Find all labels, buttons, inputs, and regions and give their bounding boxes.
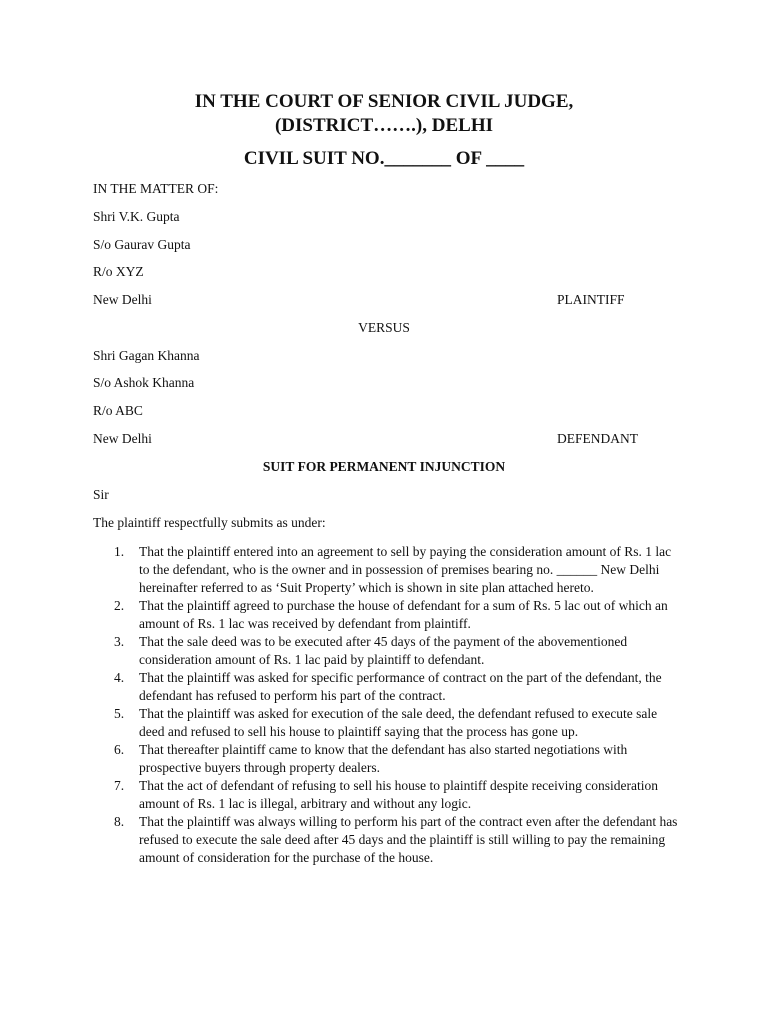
list-item — [93, 705, 683, 741]
suit-title: SUIT FOR PERMANENT INJUNCTION — [262, 459, 506, 474]
list-item — [93, 543, 683, 597]
plaintiff-role: PLAINTIFF — [557, 292, 625, 307]
plaintiff-name: Shri V.K. Gupta — [93, 209, 180, 224]
suit-number-heading: CIVIL SUIT NO._______ OF ____ — [243, 148, 525, 169]
point-text: That the plaintiff was always willing to perform his part of the contract even after the defendant has refused to execute the sale deed after 45 days and the plaintiff is still willing to pay the remaining amount of consideration for the purchase of the house. — [139, 814, 678, 865]
point-text: That the plaintiff agreed to purchase the house of defendant for a sum of Rs. 5 lac out of which an amount of Rs. 1 lac was received by defendant from plaintiff. — [139, 598, 668, 631]
list-item — [93, 741, 683, 777]
matter-label: IN THE MATTER OF: — [93, 181, 219, 196]
plaintiff-residence: R/o XYZ — [93, 264, 144, 279]
point-number: 5. — [114, 706, 125, 721]
plaintiff-city: New Delhi — [93, 292, 152, 307]
district-heading: (DISTRICT…….), DELHI — [274, 115, 493, 136]
point-text: That the plaintiff was asked for execution of the sale deed, the defendant refused to execute sale deed and refused to sell his house to plaintiff saying that the process has gone up. — [139, 706, 658, 739]
list-item — [93, 669, 683, 705]
point-text: That the sale deed was to be executed after 45 days of the payment of the abovementioned consideration amount of Rs. 1 lac paid by plaintiff to defendant. — [139, 634, 628, 667]
list-item — [93, 813, 683, 867]
defendant-role: DEFENDANT — [557, 431, 638, 446]
point-number: 6. — [114, 742, 125, 757]
defendant-name: Shri Gagan Khanna — [93, 348, 200, 363]
plaintiff-relation: S/o Gaurav Gupta — [93, 237, 191, 252]
list-item — [93, 633, 683, 669]
salutation: Sir — [93, 487, 109, 502]
point-number: 1. — [114, 544, 125, 559]
point-text: That thereafter plaintiff came to know that the defendant has also started negotiations with prospective buyers through property dealers. — [139, 742, 628, 775]
point-number: 8. — [114, 814, 125, 829]
defendant-residence: R/o ABC — [93, 403, 143, 418]
point-number: 7. — [114, 778, 125, 793]
point-text: That the plaintiff was asked for specific performance of contract on the part of the defendant, the defendant has refused to perform his part of the contract. — [139, 670, 662, 703]
point-text: That the act of defendant of refusing to sell his house to plaintiff despite receiving consideration amount of Rs. 1 lac is illegal, arbitrary and without any logic. — [139, 778, 658, 811]
intro-text: The plaintiff respectfully submits as under: — [93, 515, 326, 530]
point-number: 3. — [114, 634, 125, 649]
point-text: That the plaintiff entered into an agreement to sell by paying the consideration amount of Rs. 1 lac to the defendant, who is the owner and in possession of premises bearing no. ______ New Delhi hereinafter referred to as ‘Suit Property’ which is shown in site plan attached hereto. — [139, 544, 672, 595]
defendant-relation: S/o Ashok Khanna — [93, 375, 195, 390]
list-item — [93, 597, 683, 633]
point-number: 4. — [114, 670, 125, 685]
list-item — [93, 777, 683, 813]
point-number: 2. — [114, 598, 125, 613]
defendant-city: New Delhi — [93, 431, 152, 446]
court-heading: IN THE COURT OF SENIOR CIVIL JUDGE, — [194, 91, 574, 112]
versus-label: VERSUS — [358, 320, 410, 335]
submission-points-list — [93, 543, 683, 867]
